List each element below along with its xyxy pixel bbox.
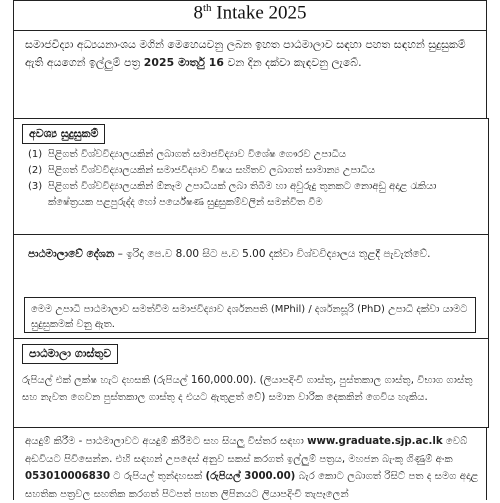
lectures-title: පාඨමාලාවේ දේශන bbox=[28, 248, 115, 260]
requirements-title: අවශ්‍ය සුදුසුකම් bbox=[22, 124, 105, 144]
lectures-section bbox=[13, 234, 489, 340]
list-item: (3) පිළිගත් විශ්වවිද්‍යාලයකින් ඕනෑම උපාධියක් ලබා තිබීම හා අවුරුදු තුනකට නොඅඩු අදාළ රැකියා ක්ෂේත්‍රයක පළපුරුද්ද හෝ පර්යේෂණ සුදුසුකම්වලින් සමන්විත වීම bbox=[28, 181, 437, 208]
list-item: (1) පිළිගත් විශ්වවිද්‍යාලයකින් ලබාගත් සමාජවිද්‍යාව විශේෂ ගෞරව උපාධිය bbox=[28, 149, 347, 160]
deadline-date: 2025 මාර්තු 16 bbox=[143, 56, 224, 69]
requirements-section bbox=[13, 118, 489, 236]
fee-title: පාඨමාලා ගාස්තුව bbox=[22, 344, 118, 364]
lectures-text: ඉරිදා පෙ.ව 8.00 සිට ප.ව 5.00 දක්වා විශ්වවිද්‍යාලය තුළදී පැවැත්වේ. bbox=[126, 248, 431, 260]
intake-banner bbox=[13, 0, 487, 31]
fee-amount: (රුපියල් 3000.00) bbox=[205, 471, 296, 482]
requirements-list bbox=[28, 147, 478, 211]
account-number: 053010006830 bbox=[25, 471, 111, 482]
website-link[interactable]: www.graduate.sjp.ac.lk bbox=[307, 436, 443, 447]
list-item: (2) පිළිගත් විශ්වවිද්‍යාලයකින් සමාජවිද්‍යාව විෂය සහිතව ලබාගත් සාමාන්‍ය උපාධිය bbox=[28, 165, 376, 176]
qualification-note: මෙම උපාධි පාඨමාලාව සමත්වීම සමාජවිද්‍යාව දර්ශනපති (MPhil) / දර්ශනසූරි (PhD) උපාධි දක්වා යාමට සුදුසුකමක් වනු ඇත. bbox=[24, 297, 476, 333]
lectures-line: පාඨමාලාවේ දේශන – ඉරිදා පෙ.ව 8.00 සිට ප.ව 5.00 දක්වා විශ්වවිද්‍යාලය තුළදී පැවැත්වේ. bbox=[28, 248, 431, 260]
fee-section bbox=[13, 338, 489, 428]
intake-title: 8th Intake 2025 bbox=[193, 2, 307, 24]
fee-text: රුපියල් එක් ලක්ෂ හැට දහසකි (රුපියල් 160,000.00). (ලියාපදිංචි ගාස්තු, පුස්තකාල ගාස්තු, විභාග ගාස්තු සහ නැවත ගෙවන පුස්තකාල ගාස්තු ද එයට ඇතුළත් වේ) සමාන වාරික දෙකකින් ගෙවිය හැකිය. bbox=[22, 375, 473, 403]
application-info: අයදුම් කිරීම - පාඨමාලාවට අයදුම් කිරීමට සහ සියලු විස්තර සඳහා www.graduate.sjp.ac.lk වෙබ් අඩවියට පිවිසෙන්න. එහි සඳහන් උපදෙස් අනුව සකස් කරගත් ඉල්ලුම් පත්‍රය, මහජන බැංකු ගිණුම් අංක 053010006830 ට රුපියල් තුන්දහසක් (රුපියල් 3000.00) බැර කොට ලබාගත් රිසිට් පත ද සමග අදාළ සහතික පත්‍රවල සහතික කරගත් පිටපත් පහත ලිපිනයට ලියාපදිංචි තැපෑලෙන් bbox=[25, 436, 479, 500]
intro-paragraph: සමාජවිද්‍යා අධ්‍යයනාංශය මගින් මෙහෙයවනු ලබන ඉහත පාඨමාලාව සඳහා පහත සඳහන් සුදුසුකම් ඇති අයගෙන් ඉල්ලුම් පත්‍ර 2025 මාර්තු 16 වන දින දක්වා කැඳවනු ලැබේ. bbox=[25, 38, 466, 69]
